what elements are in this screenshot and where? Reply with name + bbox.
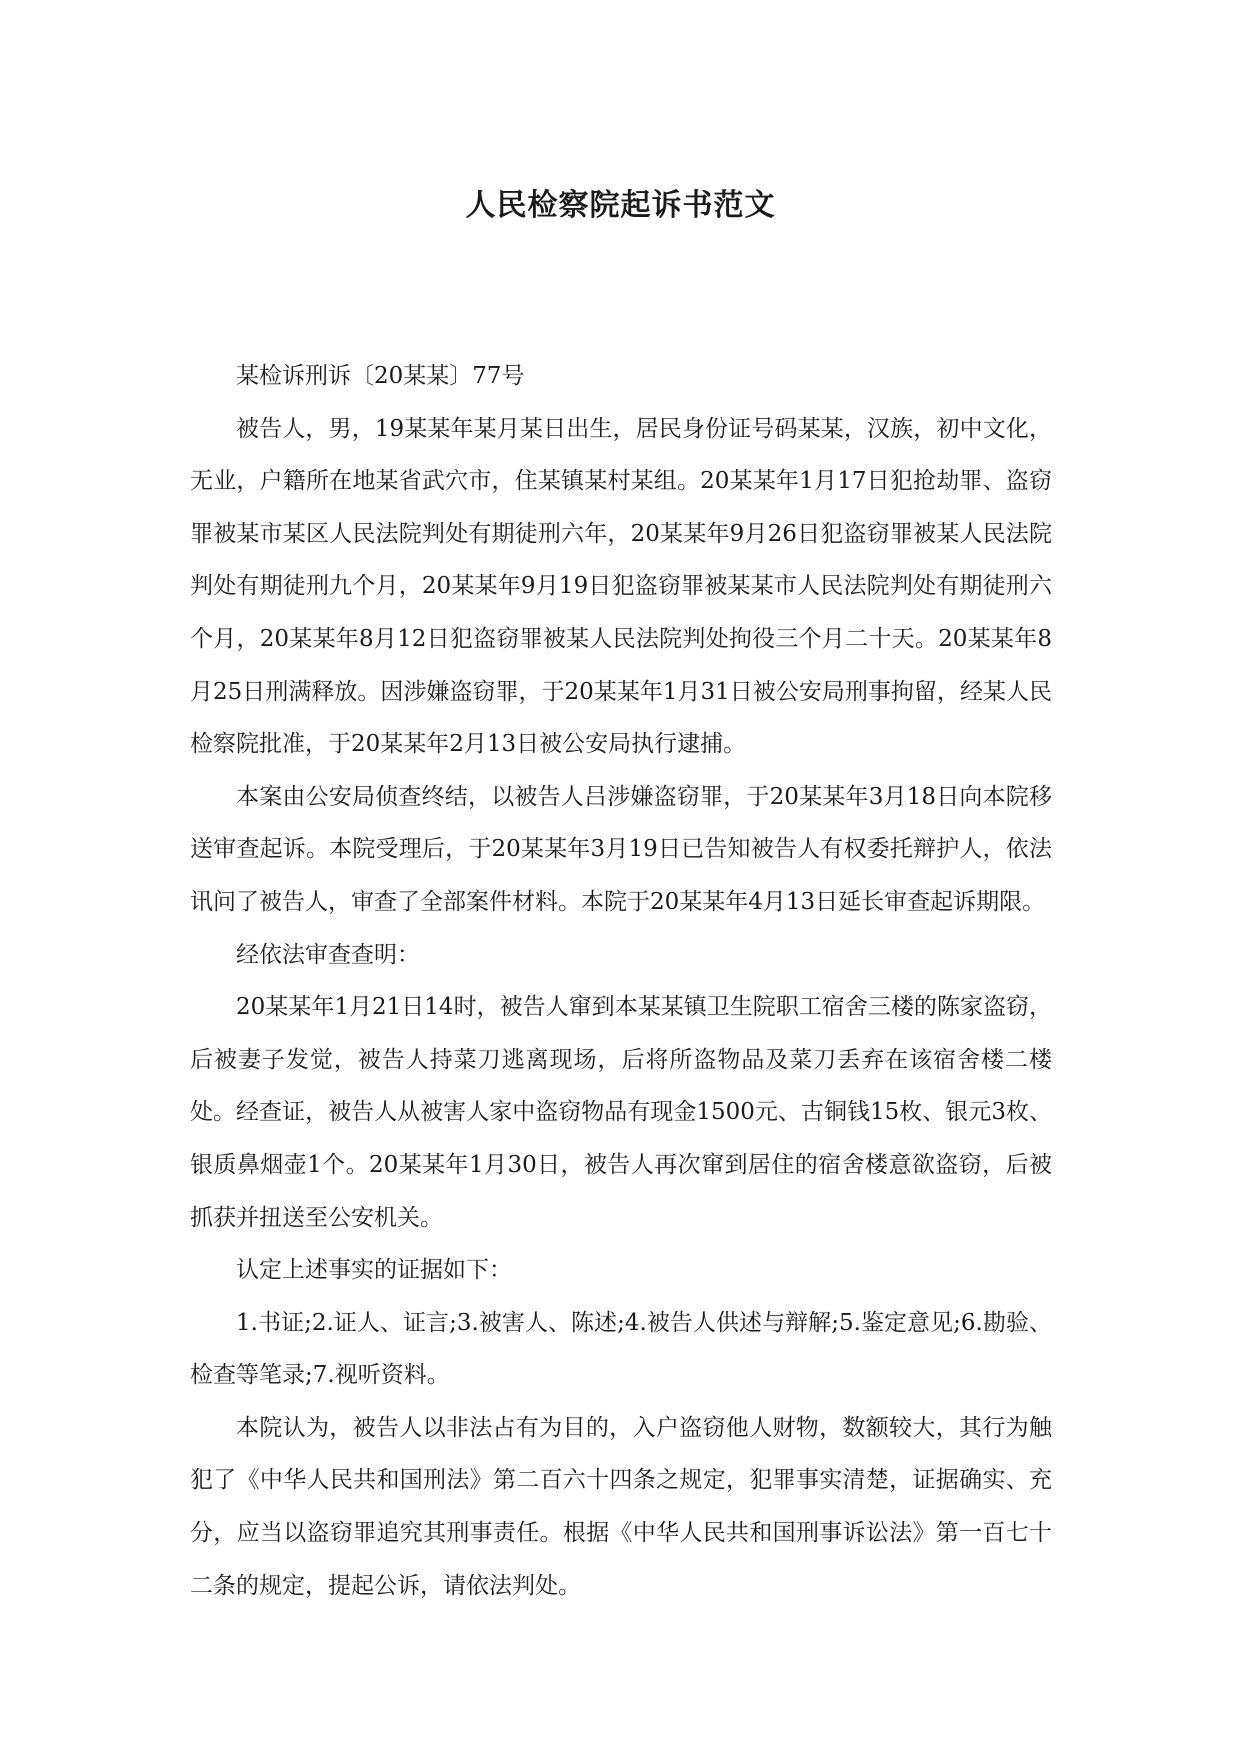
document-title: 人民检察院起诉书范文 xyxy=(465,188,776,223)
conclusion-paragraph: 本院认为，被告人以非法占有为目的，入户盗窃他人财物，数额较大，其行为触犯了《中华人民共和国刑法》第二百六十四条之规定，犯罪事实清楚，证据确实、充分，应当以盗窃罪追究其刑事责任。根据《中华人民共和国刑事诉讼法》第一百七十二条的规定，提起公诉，请依法判处。 xyxy=(190,1414,1052,1599)
facts-paragraph: 20某某年1月21日14时，被告人窜到本某某镇卫生院职工宿舍三楼的陈家盗窃，后被妻子发觉，被告人持菜刀逃离现场，后将所盗物品及菜刀丢弃在该宿舍楼二楼处。经查证，被告人从被害人家中盗窃物品有现金1500元、古铜钱15枚、银元3枚、银质鼻烟壶1个。20某某年1月30日，被告人再次窜到居住的宿舍楼意欲盗窃，后被抓获并扭送至公安机关。 xyxy=(190,994,1052,1231)
defendant-info-paragraph: 被告人，男，19某某年某月某日出生，居民身份证号码某某，汉族，初中文化，无业，户籍所在地某省武穴市，住某镇某村某组。20某某年1月17日犯抢劫罪、盗窃罪被某市某区人民法院判处有期徒刑六年，20某某年9月26日犯盗窃罪被某人民法院判处有期徒刑九个月，20某某年9月19日犯盗窃罪被某某市人民法院判处有期徒刑六个月，20某某年8月12日犯盗窃罪被某人民法院判处拘役三个月二十天。20某某年8月25日刑满释放。因涉嫌盗窃罪，于20某某年1月31日被公安局刑事拘留，经某人民检察院批准，于20某某年2月13日被公安局执行逮捕。 xyxy=(190,415,1052,758)
review-findings-heading: 经依法审查查明： xyxy=(236,941,420,968)
case-number: 某检诉刑诉〔20某某〕77号 xyxy=(236,363,525,389)
evidence-heading: 认定上述事实的证据如下： xyxy=(236,1257,512,1284)
evidence-list-paragraph: 1.书证;2.证人、证言;3.被害人、陈述;4.被告人供述与辩解;5.鉴定意见;6.勘验、检查等笔录;7.视听资料。 xyxy=(190,1309,1052,1389)
case-procedure-paragraph: 本案由公安局侦查终结，以被告人吕涉嫌盗窃罪，于20某某年3月18日向本院移送审查起诉。本院受理后，于20某某年3月19日已告知被告人有权委托辩护人，依法讯问了被告人，审查了全部案件材料。本院于20某某年4月13日延长审查起诉期限。 xyxy=(190,783,1052,915)
document-body xyxy=(190,350,1052,1612)
